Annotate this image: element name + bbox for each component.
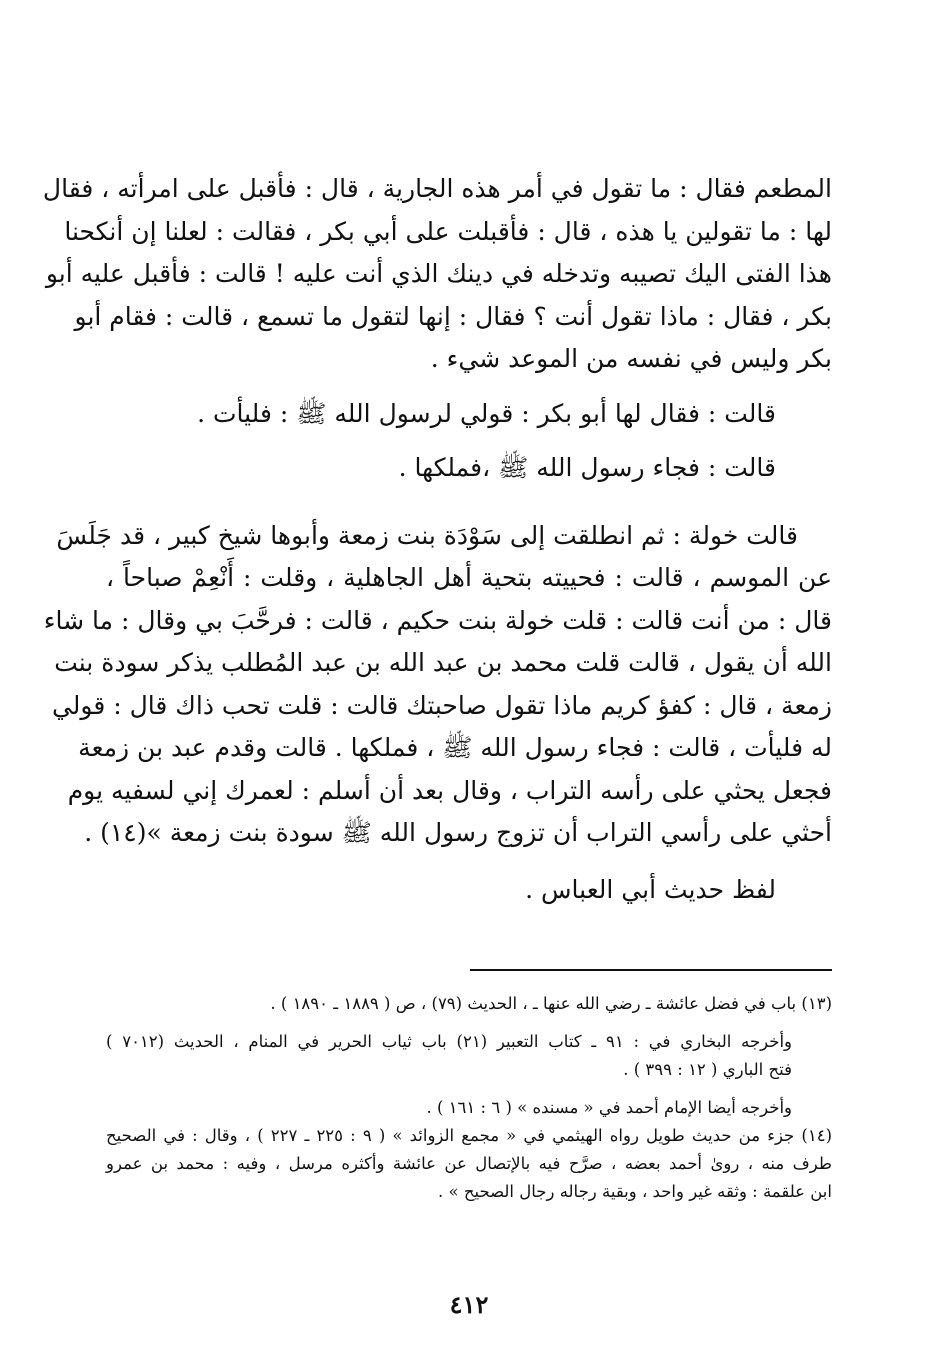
text-line: لها : ما تقولين يا هذه ، قال : فأقبلت على أبي بكر ، فقالت : لعلنا إن أنكحنا — [64, 216, 832, 246]
text-line: قالت خولة : ثم انطلقت إلى سَوْدَة بنت زمعة وأبوها شيخ كبير ، قد جَلَسَ — [56, 520, 798, 550]
footnote-line: فتح الباري ( ١٢ : ٣٩٩ ) . — [623, 1060, 792, 1079]
text-line: قال : من أنت قالت : قلت خولة بنت حكيم ، قالت : فرحَّبَ بي وقال : ما شاء — [43, 605, 832, 635]
text-line: له فليأت ، قالت : فجاء رسول الله ﷺ ، فملكها . قالت وقدم عبد بن زمعة — [78, 733, 832, 762]
footnote-14 — [106, 1122, 832, 1206]
text-line: بكر وليس في نفسه من الموعد شيء . — [430, 344, 832, 373]
paragraph-1 — [42, 168, 832, 381]
page-number: ٤١٢ — [449, 1290, 489, 1319]
footnote-13: (١٣) باب في فضل عائشة ـ رضي الله عنها ـ ، الحديث (٧٩) ، ص ( ١٨٨٩ ـ ١٨٩٠ ) . — [270, 994, 832, 1013]
footnote-separator — [470, 969, 832, 971]
main-text — [42, 168, 832, 920]
text-line: زمعة ، قال : كفؤ كريم ماذا تقول صاحبتك قالت : قلت تحب ذاك قال : قولي — [51, 690, 832, 720]
paragraph-2: قالت : فقال لها أبو بكر : قولي لرسول الله ﷺ : فليأت . — [197, 398, 776, 428]
text-line: المطعم فقال : ما تقول في أمر هذه الجارية ، قال : فأقبل على امرأته ، فقال — [42, 174, 832, 203]
text-line: الله أن يقول ، قالت قلت محمد بن عبد الله بن عبد المُطلب يذكر سودة بنت — [54, 648, 832, 677]
text-line: عن الموسم ، قالت : فحييته بتحية أهل الجاهلية ، وقلت : أَنْعِمْ صباحاً ، — [106, 563, 832, 592]
text-line: فجعل يحثي على رأسه التراب ، وقال بعد أن أسلم : لعمرك إني لسفيه يوم — [67, 775, 832, 805]
paragraph-5: لفظ حديث أبي العباس . — [525, 874, 776, 904]
footnote-13-ahmad: وأخرجه أيضا الإمام أحمد في « مسنده » ( ٦ : ١٦١ ) . — [426, 1098, 792, 1117]
footnotes — [106, 990, 832, 1206]
paragraph-4 — [43, 515, 832, 855]
footnote-line: طرف منه ، روىٰ أحمد بعضه ، صرَّح فيه بالإتصال عن عائشة وأكثره مرسل ، وفيه : محمد بن عمرو — [106, 1154, 832, 1173]
footnote-13-bukhari — [106, 1028, 832, 1084]
text-line: هذا الفتى اليك تصيبه وتدخله في دينك الذي أنت عليه ! قالت : فأقبل عليه أبو — [45, 259, 832, 288]
text-line: بكر ، فقال : ماذا تقول أنت ؟ فقال : إنها لتقول ما تسمع ، قالت : فقام أبو — [74, 301, 832, 331]
paragraph-3: قالت : فجاء رسول الله ﷺ ،فملكها . — [398, 453, 776, 482]
footnote-line: وأخرجه البخاري في : ٩١ ـ كتاب التعبير (٢١) باب ثياب الحرير في المنام ، الحديث (٧٠١٢ ) — [106, 1032, 792, 1051]
text-line: أحثي على رأسي التراب أن تزوج رسول الله ﷺ سودة بنت زمعة »(١٤) . — [84, 818, 832, 847]
footnote-line: ابن علقمة : وثقه غير واحد ، وبقية رجاله رجال الصحيح » . — [437, 1182, 832, 1201]
footnote-line: (١٤) جزء من حديث طويل رواه الهيثمي في « مجمع الزوائد » ( ٩ : ٢٢٥ ـ ٢٢٧ ) ، وقال : في الصحيح — [106, 1126, 832, 1145]
